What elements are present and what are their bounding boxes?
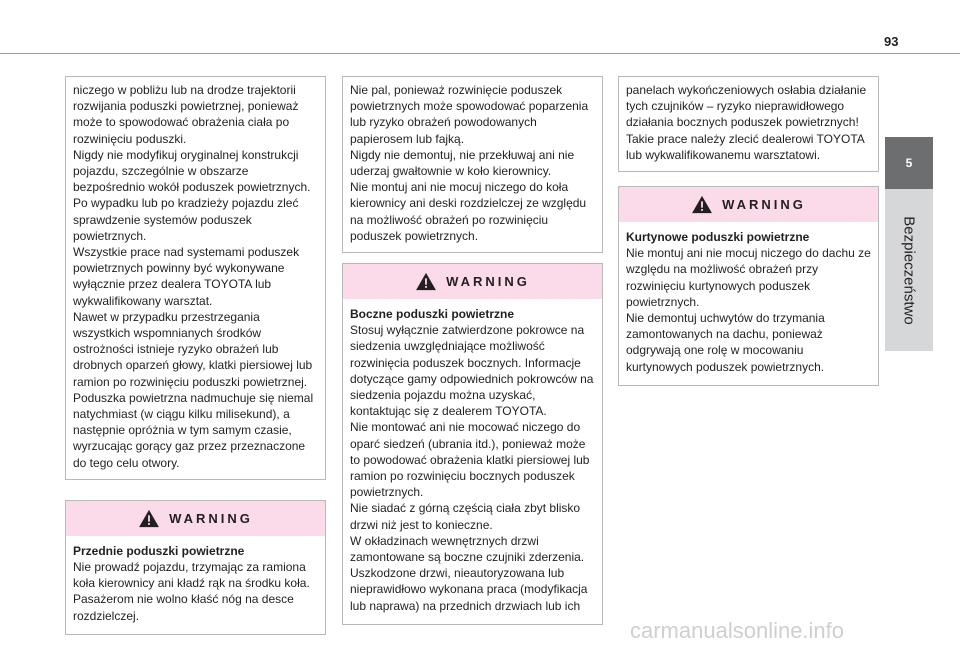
warning-triangle-icon	[415, 272, 437, 291]
warning-header	[66, 501, 325, 536]
body-text: panelach wykończeniowych osłabia działanie tych czujników – ryzyko nieprawidłowego działania bocznych poduszek powietrznych! Takie prace należy zlecić dealerowi TOYOTA lub wykwalifikowanemu warsztatowi.	[626, 83, 867, 162]
warning-title: WARNING	[169, 510, 253, 526]
warning-box	[618, 186, 879, 386]
header-rule	[0, 53, 960, 54]
warning-triangle-icon	[691, 195, 713, 214]
warning-subtitle: Przednie poduszki powietrzne	[73, 543, 245, 558]
chapter-title-tab[interactable]	[885, 189, 933, 351]
warning-header	[619, 187, 878, 222]
warning-body	[619, 222, 878, 385]
column-3	[618, 76, 879, 386]
warning-triangle-icon	[138, 509, 160, 528]
warning-subtitle: Boczne poduszki powietrzne	[350, 307, 515, 322]
warning-subtitle: Kurtynowe poduszki powietrzne	[626, 230, 810, 245]
warning-body	[343, 299, 602, 624]
text-box	[342, 76, 603, 253]
warning-text: Stosuj wyłącznie zatwierdzone pokrowce na siedzenia uwzględniające możliwość rozwinięcia poduszek bocznych. Informacje dotyczące gamy odpowiednich pokrowców na siedzenia pojazdu można uzyskać, kontaktując się z dealerem TOYOTA. Nie montować ani nie mocować niczego do oparć siedzeń (ubrania itd.), ponieważ może to powodować obrażenia klatki piersiowej lub ramion po rozwinięciu bocznych poduszek powietrznych. Nie siadać z górną częścią ciała zbyt blisko drzwi niż jest to konieczne. W okładzinach wewnętrznych drzwi zamontowane są boczne czujniki zderzenia. Uszkodzone drzwi, nieautoryzowana lub nieprawidłowo wykonana praca (modyfikacja lub naprawa) na przednich drzwiach lub ich	[350, 323, 594, 613]
page-number: 93	[884, 34, 899, 49]
warning-body	[66, 536, 325, 634]
column-2	[342, 76, 603, 625]
warning-title: WARNING	[446, 274, 530, 290]
text-box	[65, 76, 326, 480]
column-1	[65, 76, 326, 635]
warning-header	[343, 264, 602, 299]
footer-watermark: carmanualsonline.info	[630, 618, 845, 643]
warning-title: WARNING	[722, 197, 806, 213]
chapter-number-tab[interactable]: 5	[885, 137, 933, 189]
text-box	[618, 76, 879, 172]
warning-text: Nie montuj ani nie mocuj niczego do dachu ze względu na możliwość obrażeń przy rozwinięciu kurtynowych poduszek powietrznych. Nie demontuj uchwytów do trzymania zamontowanych na dachu, ponieważ odgrywają one rolę w mocowaniu kurtynowych poduszek powietrznych.	[626, 246, 871, 374]
chapter-title: Bezpieczeństwo	[900, 215, 918, 325]
body-text: niczego w pobliżu lub na drodze trajektorii rozwijania poduszki powietrznej, ponieważ może to spowodować obrażenia ciała po rozwinięciu poduszki. Nigdy nie modyfikuj oryginalnej konstrukcji pojazdu, szczególnie w obszarze bezpośrednio wokół poduszek powietrznych. Po wypadku lub po kradzieży pojazdu zleć sprawdzenie systemów poduszek powietrznych. Wszystkie prace nad systemami poduszek powietrznych powinny być wykonywane wyłącznie przez dealera TOYOTA lub wykwalifikowany warsztat. Nawet w przypadku przestrzegania wszystkich wspomnianych środków ostrożności istnieje ryzyko obrażeń lub drobnych oparzeń głowy, klatki piersiowej lub ramion po rozwinięciu poduszki powietrznej. Poduszka powietrzna nadmuchuje się niemal natychmiast (w ciągu kilku milisekund), a następnie opróżnia w tym samym czasie, wyrzucając gorący gaz przez przeznaczone do tego celu otwory.	[73, 83, 314, 470]
warning-text: Nie prowadź pojazdu, trzymając za ramiona koła kierownicy ani kładź rąk na środku koła. Pasażerom nie wolno kłaść nóg na desce rozdzielczej.	[73, 560, 310, 623]
warning-box	[342, 263, 603, 625]
body-text: Nie pal, ponieważ rozwinięcie poduszek powietrznych może spowodować poparzenia lub ryzyko obrażeń powodowanych papierosem lub fajką. Nigdy nie demontuj, nie przekłuwaj ani nie uderzaj gwałtownie w koło kierownicy. Nie montuj ani nie mocuj niczego do koła kierownicy ani deski rozdzielczej ze względu na możliwość obrażeń po rozwinięciu poduszek powietrznych.	[350, 83, 589, 243]
warning-box	[65, 500, 326, 635]
